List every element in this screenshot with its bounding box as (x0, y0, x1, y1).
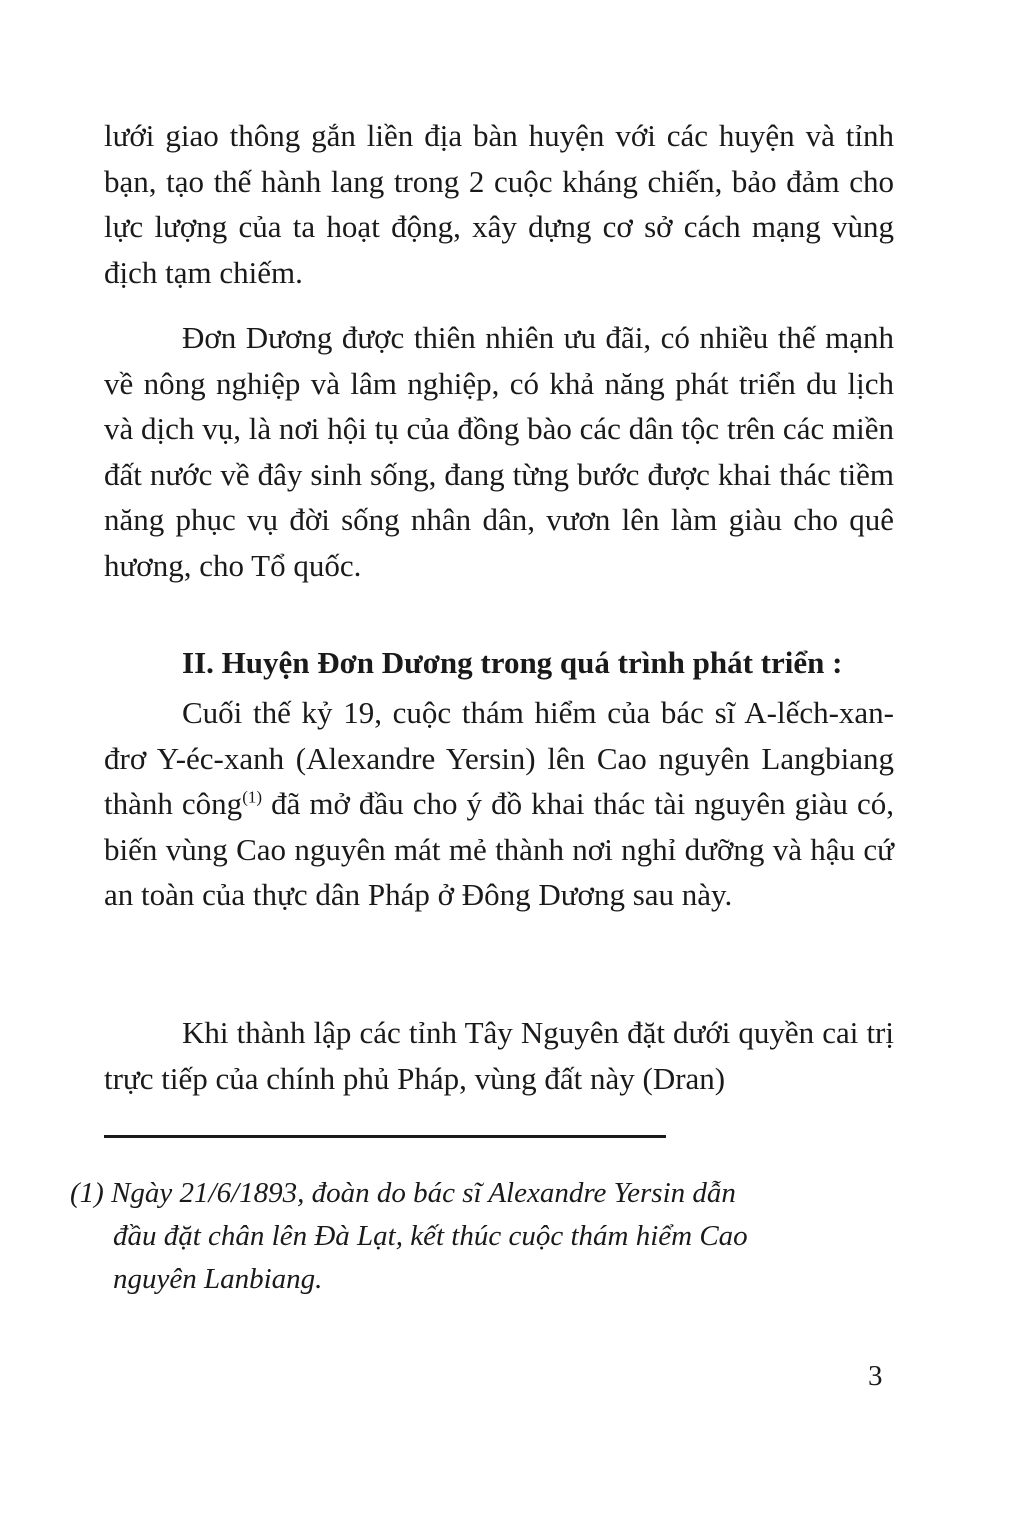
footnote-line: (1) Ngày 21/6/1893, đoàn do bác sĩ Alexandre Yersin dẫn (70, 1177, 736, 1209)
paragraph-text-before-note: Cuối thế kỷ 19, cuộc thám hiểm của bác sĩ A-lếch-xan-đrơ Y-éc-xanh (Alexandre Yersin) lên Cao nguyên Langbiang thành công (104, 695, 894, 822)
page-number: 3 (868, 1360, 883, 1392)
section-heading: II. Huyện Đơn Dương trong quá trình phát triển : (182, 645, 843, 680)
footnote-line: nguyên Lanbiang. (113, 1263, 323, 1295)
footnote-separator (104, 1135, 666, 1138)
paragraph-text-after-note: đã mở đầu cho ý đồ khai thác tài nguyên giàu có, biến vùng Cao nguyên mát mẻ thành nơi nghỉ dưỡng và hậu cứ an toàn của thực dân Pháp ở Đông Dương sau này. (104, 786, 894, 913)
paragraph-yersin-expedition (104, 690, 894, 918)
footnote (70, 1172, 870, 1301)
footnote-reference[interactable]: (1) (242, 787, 263, 807)
paragraph-tay-nguyen-provinces: Khi thành lập các tỉnh Tây Nguyên đặt dưới quyền cai trị trực tiếp của chính phủ Pháp, vùng đất này (Dran) (104, 1015, 894, 1096)
paragraph-continuation: lưới giao thông gắn liền địa bàn huyện với các huyện và tỉnh bạn, tạo thế hành lang trong 2 cuộc kháng chiến, bảo đảm cho lực lượng của ta hoạt động, xây dựng cơ sở cách mạng vùng địch tạm chiếm. (104, 118, 894, 290)
paragraph-natural-advantages: Đơn Dương được thiên nhiên ưu đãi, có nhiều thế mạnh về nông nghiệp và lâm nghiệp, có khả năng phát triển du lịch và dịch vụ, là nơi hội tụ của đồng bào các dân tộc trên các miền đất nước về đây sinh sống, đang từng bước được khai thác tiềm năng phục vụ đời sống nhân dân, vươn lên làm giàu cho quê hương, cho Tổ quốc. (104, 320, 894, 583)
footnote-line: đầu đặt chân lên Đà Lạt, kết thúc cuộc thám hiểm Cao (113, 1220, 748, 1252)
